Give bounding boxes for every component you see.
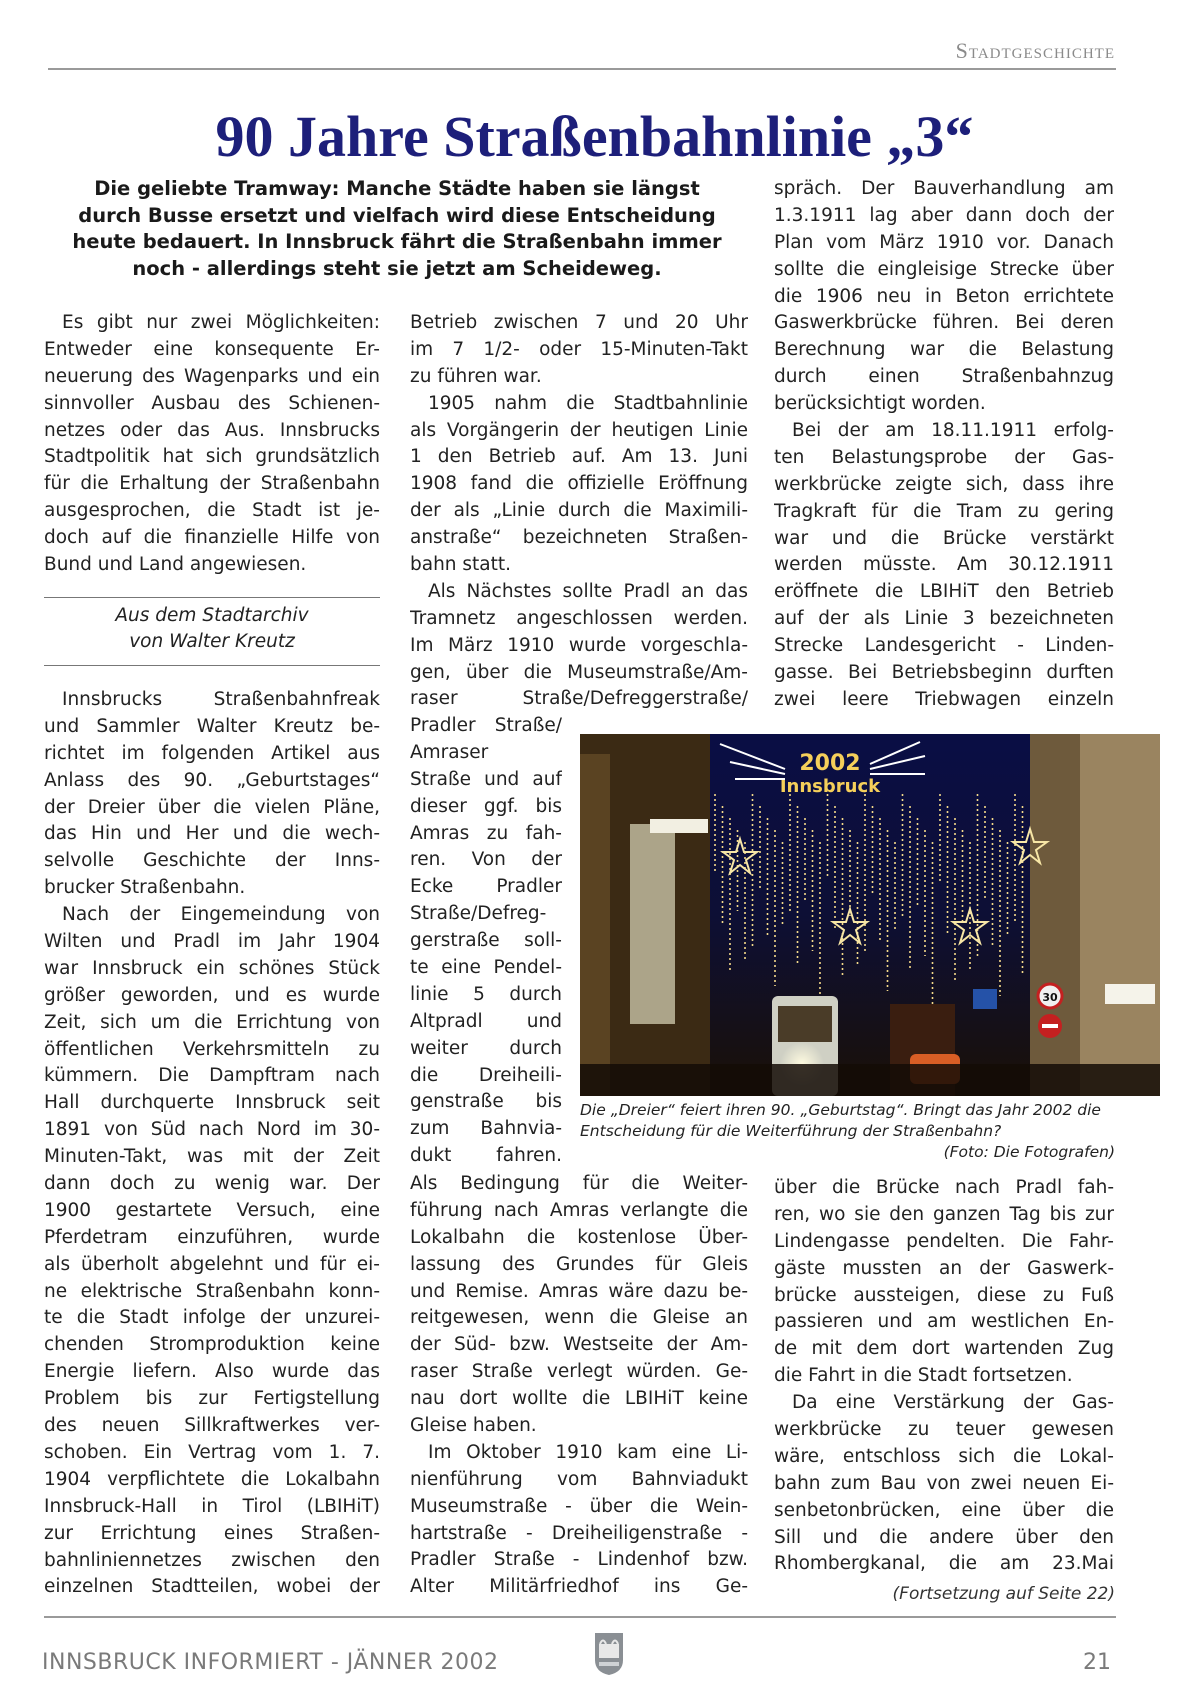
- crowd-silhouettes: [580, 1064, 1160, 1096]
- text-line: passieren und am westlichen En-: [774, 1311, 1114, 1333]
- text-line: Amras zu fah-: [410, 822, 562, 844]
- text-line: Plan vom März 1910 vor. Danach: [774, 231, 1114, 253]
- text-line: ren, wo sie den ganzen Tag bis zur: [774, 1203, 1114, 1225]
- text-line: Minuten-Takt, was mit der Zeit: [44, 1146, 380, 1168]
- text-line: Anlass des 90. „Geburtstages“: [44, 769, 380, 791]
- text-line: raser Straße/Defreggerstraße/: [410, 688, 748, 710]
- text-line: neuerung des Wagenparks und ein: [44, 365, 380, 387]
- text-line: größer geworden, und es wurde: [44, 984, 380, 1006]
- text-line: über die Brücke nach Pradl fah-: [774, 1177, 1114, 1198]
- column-2-top: [410, 310, 748, 713]
- continuation-note: (Fortsetzung auf Seite 22): [892, 1584, 1115, 1604]
- banner-year: 2002: [799, 751, 861, 776]
- text-line: ne elektrische Straßenbahn konn-: [44, 1280, 380, 1302]
- text-line: raser Straße verlegt würden. Ge-: [410, 1361, 748, 1383]
- banner-city: Innsbruck: [779, 776, 881, 797]
- text-line: Innsbrucks Straßenbahnfreak: [62, 689, 380, 710]
- column-2-narrow: [410, 713, 562, 1170]
- text-line: lassung des Grundes für Gleis: [410, 1253, 748, 1275]
- photo-illustration: [580, 734, 1160, 1096]
- text-line: Innsbruck-Hall in Tirol (LBIHiT): [44, 1495, 380, 1517]
- text-line: sinnvoller Ausbau des Schienen-: [44, 392, 380, 414]
- lead-line: durch Busse ersetzt und vielfach wird diese Entscheidung: [78, 203, 716, 227]
- text-line: Da eine Verstärkung der Gas-: [792, 1392, 1114, 1414]
- text-line: gäste mussten an der Gaswerk-: [774, 1257, 1114, 1279]
- text-line: war Innsbruck ein schönes Stück: [44, 957, 380, 979]
- byline-rule-bottom: [44, 665, 380, 666]
- text-line: durch einen Straßenbahnzug: [774, 366, 1114, 388]
- text-line: dukt fahren.: [410, 1145, 562, 1167]
- text-line: Im März 1910 wurde vorgeschla-: [410, 634, 748, 656]
- text-line: linie 5 durch: [410, 983, 562, 1005]
- text-line: Amraser: [410, 741, 489, 763]
- left-building-light: [650, 819, 708, 833]
- text-line: der Süd- bzw. Westseite der Am-: [410, 1334, 748, 1356]
- text-line: gerstraße soll-: [410, 930, 562, 952]
- text-line: Es gibt nur zwei Möglichkeiten:: [62, 312, 380, 333]
- text-line: hartstraße - Dreiheiligenstraße -: [410, 1522, 748, 1544]
- text-line: dieser ggf. bis: [410, 795, 562, 817]
- text-line: netzes oder das Aus. Innsbrucks: [44, 419, 380, 441]
- text-line: chenden Stromproduktion keine: [44, 1334, 380, 1356]
- text-line: bahnliniennetzes zwischen den: [44, 1549, 380, 1571]
- speed-limit-value: 30: [1042, 991, 1058, 1004]
- left-facade: [580, 754, 610, 1096]
- text-line: auf der als Linie 3 bezeichneten: [774, 608, 1114, 630]
- footer-rule: [44, 1616, 1116, 1618]
- text-line: brücke aussteigen, diese zu Fuß: [774, 1284, 1114, 1306]
- text-line: brucker Straßenbahn.: [44, 877, 246, 899]
- text-line: der als „Linie durch die Maximili-: [410, 500, 748, 522]
- text-line: senbetonbrücken, eine über die: [774, 1499, 1114, 1521]
- text-line: als Vorgängerin der heutigen Linie: [410, 419, 748, 441]
- left-building-sign: [630, 824, 675, 1024]
- column-2-bottom: [410, 1171, 748, 1601]
- column-1-intro: [44, 310, 380, 579]
- text-line: einzelnen Stadtteilen, wobei der: [44, 1576, 380, 1598]
- text-line: spräch. Der Bauverhandlung am: [774, 178, 1114, 199]
- page-number: 21: [1083, 1650, 1111, 1675]
- text-line: genstraße bis: [410, 1091, 562, 1113]
- article-photo: [580, 734, 1160, 1096]
- text-line: Bund und Land angewiesen.: [44, 554, 307, 576]
- column-3-top: [774, 176, 1114, 714]
- text-line: Wilten und Pradl im Jahr 1904: [44, 931, 380, 953]
- column-1-body: [44, 687, 380, 1601]
- text-line: Straße/Defreg-: [410, 903, 547, 925]
- text-line: Altpradl und: [410, 1010, 562, 1032]
- text-line: 1904 verpflichtete die Lokalbahn: [44, 1468, 380, 1490]
- innsbruck-coat-of-arms-icon: [594, 1632, 624, 1676]
- text-line: de mit dem dort wartenden Zug: [774, 1338, 1114, 1360]
- no-entry-bar: [1042, 1024, 1058, 1028]
- text-line: ausgesprochen, die Stadt ist je-: [44, 500, 380, 522]
- text-line: Nach der Eingemeindung von: [62, 904, 380, 926]
- publication-name: INNSBRUCK INFORMIERT - JÄNNER 2002: [42, 1650, 499, 1675]
- text-line: für die Erhaltung der Straßenbahn: [44, 473, 380, 495]
- byline: [44, 603, 380, 655]
- lead-line: Die geliebte Tramway: Manche Städte haben sie längst: [94, 177, 700, 200]
- text-line: die Dreiheili-: [410, 1064, 562, 1086]
- text-line: 1908 fand die offizielle Eröffnung: [410, 473, 748, 495]
- text-line: öffentlichen Verkehrsmitteln zu: [44, 1038, 380, 1060]
- text-line: weiter durch: [410, 1037, 562, 1059]
- text-line: Lindengasse pendelten. Die Fahr-: [774, 1230, 1114, 1252]
- text-line: im 7 1/2- oder 15-Minuten-Takt: [410, 338, 748, 360]
- text-line: und Sammler Walter Kreutz be-: [44, 715, 380, 737]
- text-line: der Dreier über die vielen Pläne,: [44, 796, 380, 818]
- text-line: richtet im folgenden Artikel aus: [44, 742, 380, 764]
- text-line: führung nach Amras verlangte die: [410, 1199, 748, 1221]
- text-line: Sill und die andere über den: [774, 1526, 1114, 1548]
- text-line: zwei leere Triebwagen einzeln: [774, 688, 1114, 710]
- text-line: Tragkraft für die Tram zu gering: [774, 500, 1114, 522]
- text-line: Straße und auf: [410, 768, 562, 790]
- caption-line: Die „Dreier“ feiert ihren 90. „Geburtstag“. Bringt das Jahr 2002 die: [580, 1101, 1101, 1119]
- text-line: Als Nächstes sollte Pradl an das: [428, 580, 748, 602]
- section-label: Stadtgeschichte: [955, 38, 1115, 63]
- text-line: Alter Militärfriedhof ins Ge-: [410, 1576, 748, 1598]
- lead-line: noch - allerdings steht sie jetzt am Scheideweg.: [132, 256, 662, 280]
- text-line: Strecke Landesgericht - Linden-: [774, 635, 1114, 657]
- text-line: und Remise. Amras wäre dazu be-: [410, 1280, 748, 1302]
- text-line: 1 den Betrieb auf. Am 13. Juni: [410, 446, 748, 468]
- byline-rule-top: [44, 597, 380, 598]
- text-line: Gleise haben.: [410, 1415, 537, 1437]
- text-line: zu führen war.: [410, 365, 542, 387]
- text-line: Problem bis zur Fertigstellung: [44, 1388, 380, 1410]
- byline-source: Aus dem Stadtarchiv: [115, 605, 309, 626]
- text-line: Gaswerkbrücke führen. Bei deren: [774, 312, 1114, 334]
- text-line: werkbrücke zu teuer gewesen: [774, 1419, 1114, 1441]
- photo-caption: [580, 1100, 1115, 1163]
- text-line: kümmern. Die Dampftram nach: [44, 1065, 380, 1087]
- text-line: das Hin und Her und die wech-: [44, 823, 380, 845]
- text-line: te die Stadt infolge der unzurei-: [44, 1307, 380, 1329]
- text-line: 1.3.1911 lag aber dann doch der: [774, 204, 1114, 226]
- text-line: berücksichtigt worden.: [774, 393, 986, 415]
- article-title: 90 Jahre Straßenbahnlinie „3“: [215, 104, 974, 169]
- text-line: doch auf die finanzielle Hilfe von: [44, 527, 380, 549]
- text-line: gen, über die Museumstraße/Am-: [410, 661, 748, 683]
- text-line: dann doch zu wenig war. Der: [44, 1173, 380, 1195]
- text-line: die Fahrt in die Stadt fortsetzen.: [774, 1365, 1073, 1387]
- right-shop-light: [1105, 984, 1155, 1004]
- text-line: schoben. Ein Vertrag vom 1. 7.: [44, 1441, 380, 1463]
- text-line: nau dort wollte die LBIHiT keine: [410, 1388, 748, 1410]
- tram-window: [778, 1006, 832, 1042]
- text-line: selvolle Geschichte der Inns-: [44, 850, 380, 872]
- column-3-bottom: [774, 1175, 1114, 1578]
- text-line: anstraße“ bezeichneten Straßen-: [410, 527, 748, 549]
- text-line: des neuen Sillkraftwerkes ver-: [44, 1415, 380, 1437]
- text-line: Als Bedingung für die Weiter-: [410, 1173, 748, 1194]
- text-line: werden müsste. Am 30.12.1911: [774, 554, 1114, 576]
- text-line: te eine Pendel-: [410, 957, 562, 979]
- text-line: Pradler Straße/: [410, 715, 562, 736]
- text-line: zur Errichtung eines Straßen-: [44, 1522, 380, 1544]
- text-line: bahn zum Bau von zwei neuen Ei-: [774, 1472, 1114, 1494]
- text-line: nienführung vom Bahnviadukt: [410, 1468, 748, 1490]
- article-lead: [42, 176, 752, 282]
- text-line: Tramnetz angeschlossen werden.: [410, 607, 748, 629]
- lead-line: heute bedauert. In Innsbruck fährt die Straßenbahn immer: [72, 230, 722, 253]
- text-line: Zeit, sich um die Errichtung von: [44, 1011, 380, 1033]
- text-line: wäre, entschloss sich die Lokal-: [774, 1445, 1114, 1467]
- text-line: Lokalbahn die kostenlose Über-: [410, 1226, 748, 1248]
- text-line: die 1906 neu in Beton errichtete: [774, 285, 1114, 307]
- text-line: Berechnung war die Belastung: [774, 339, 1114, 361]
- text-line: bahn statt.: [410, 554, 512, 576]
- header-rule: [48, 68, 1116, 70]
- text-line: Bei der am 18.11.1911 erfolg-: [792, 420, 1114, 442]
- text-line: reitgewesen, wenn die Gleise an: [410, 1307, 748, 1329]
- text-line: war und die Brücke verstärkt: [774, 527, 1114, 549]
- text-line: werkbrücke zeigte sich, dass ihre: [774, 473, 1114, 495]
- text-line: Betrieb zwischen 7 und 20 Uhr: [410, 312, 748, 333]
- text-line: Pferdetram einzuführen, wurde: [44, 1226, 380, 1248]
- text-line: eröffnete die LBIHiT den Betrieb: [774, 581, 1114, 603]
- text-line: Im Oktober 1910 kam eine Li-: [428, 1441, 748, 1463]
- byline-author: von Walter Kreutz: [129, 631, 295, 652]
- text-line: 1905 nahm die Stadtbahnlinie: [428, 392, 748, 414]
- text-line: Hall durchquerte Innsbruck seit: [44, 1092, 380, 1114]
- text-line: Rhombergkanal, die am 23.Mai: [774, 1553, 1114, 1575]
- text-line: 1891 von Süd nach Nord im 30-: [44, 1119, 380, 1141]
- text-line: sollte die eingleisige Strecke über: [774, 258, 1114, 280]
- right-facade: [1080, 734, 1160, 1096]
- text-line: Energie liefern. Also wurde das: [44, 1361, 380, 1383]
- text-line: Pradler Straße - Lindenhof bzw.: [410, 1549, 748, 1571]
- text-line: als überholt abgelehnt und für ei-: [44, 1253, 380, 1275]
- text-line: gasse. Bei Betriebsbeginn durften: [774, 662, 1114, 684]
- text-line: Ecke Pradler: [410, 876, 562, 898]
- text-line: Entweder eine konsequente Er-: [44, 338, 380, 360]
- text-line: Museumstraße - über die Wein-: [410, 1495, 748, 1517]
- photo-credit: (Foto: Die Fotografen): [943, 1143, 1115, 1161]
- text-line: zum Bahnvia-: [410, 1118, 562, 1140]
- caption-line: Entscheidung für die Weiterführung der Straßenbahn?: [580, 1122, 1002, 1140]
- blue-sign: [973, 989, 997, 1009]
- text-line: ten Belastungsprobe der Gas-: [774, 446, 1114, 468]
- text-line: Stadtpolitik hat sich grundsätzlich: [44, 446, 380, 468]
- text-line: ren. Von der: [410, 849, 562, 871]
- text-line: 1900 gestartete Versuch, eine: [44, 1199, 380, 1221]
